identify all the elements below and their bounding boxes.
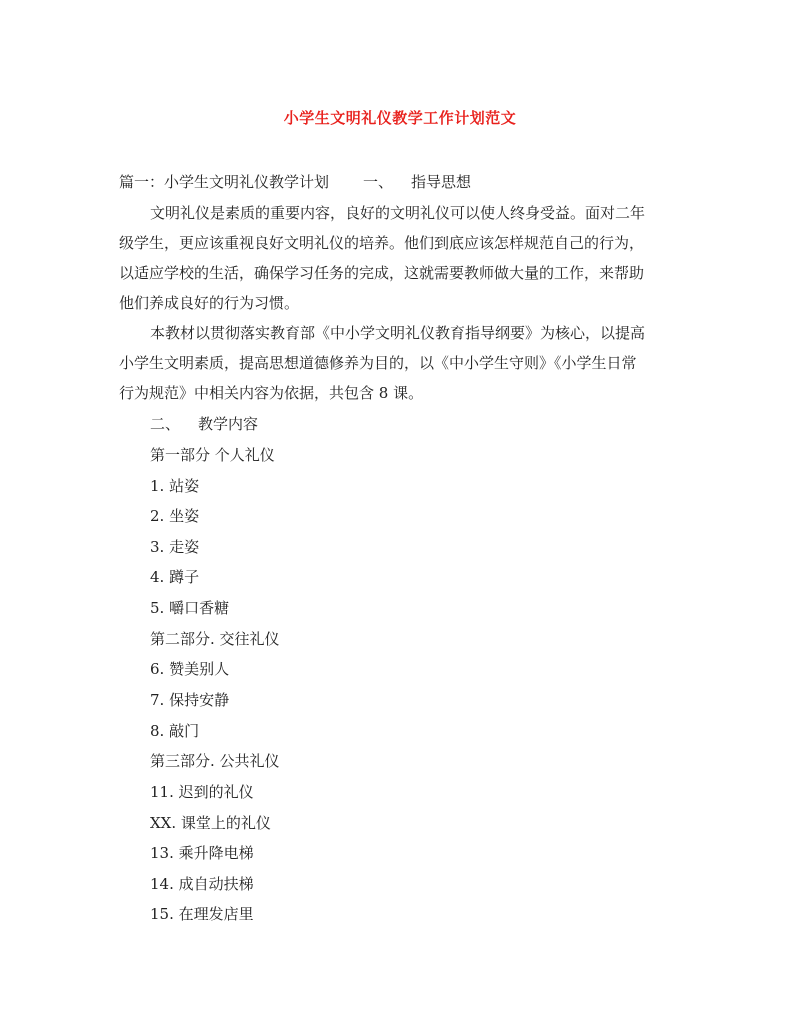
paragraph-line: 小学生文明素质，提高思想道德修养为目的，以《中小学生守则》《小学生日常 — [119, 354, 637, 372]
section-heading-1 — [119, 172, 471, 192]
list-item: 6. 赞美别人 — [150, 660, 230, 678]
section-heading-2 — [150, 414, 258, 434]
list-item: 8. 敲门 — [150, 722, 200, 740]
section-number: 一、 — [363, 173, 394, 191]
list-item: 3. 走姿 — [150, 538, 200, 556]
list-item: 13. 乘升降电梯 — [150, 844, 254, 862]
document-title: 小学生文明礼仪教学工作计划范文 — [283, 109, 517, 127]
paragraph-line: 本教材以贯彻落实教育部《中小学文明礼仪教育指导纲要》为核心，以提高 — [150, 324, 646, 342]
section-title: 指导思想 — [411, 173, 472, 191]
list-item: 15. 在理发店里 — [150, 905, 254, 923]
list-item: XX. 课堂上的礼仪 — [150, 814, 271, 832]
list-item: 7. 保持安静 — [150, 691, 230, 709]
list-item: 14. 成自动扶梯 — [150, 875, 254, 893]
section-title: 教学内容 — [198, 415, 259, 433]
part-heading: 篇一：小学生文明礼仪教学计划 — [119, 173, 330, 191]
paragraph-line: 级学生，更应该重视良好文明礼仪的培养。他们到底应该怎样规范自己的行为， — [119, 234, 645, 252]
paragraph-line: 行为规范》中相关内容为依据，共包含 8 课。 — [119, 384, 424, 402]
paragraph-line: 以适应学校的生活，确保学习任务的完成，这就需要教师做大量的工作，来帮助 — [119, 264, 645, 282]
list-item: 第一部分 个人礼仪 — [150, 446, 275, 464]
list-item: 第二部分. 交往礼仪 — [150, 630, 280, 648]
list-item: 2. 坐姿 — [150, 507, 200, 525]
paragraph-line: 他们养成良好的行为习惯。 — [119, 294, 300, 312]
paragraph-line: 文明礼仪是素质的重要内容，良好的文明礼仪可以使人终身受益。面对二年 — [150, 204, 646, 222]
list-item: 5. 嚼口香糖 — [150, 599, 230, 617]
list-item: 1. 站姿 — [150, 477, 200, 495]
section-number: 二、 — [150, 415, 181, 433]
list-item: 11. 迟到的礼仪 — [150, 783, 254, 801]
list-item: 第三部分. 公共礼仪 — [150, 752, 280, 770]
list-item: 4. 蹲子 — [150, 568, 200, 586]
